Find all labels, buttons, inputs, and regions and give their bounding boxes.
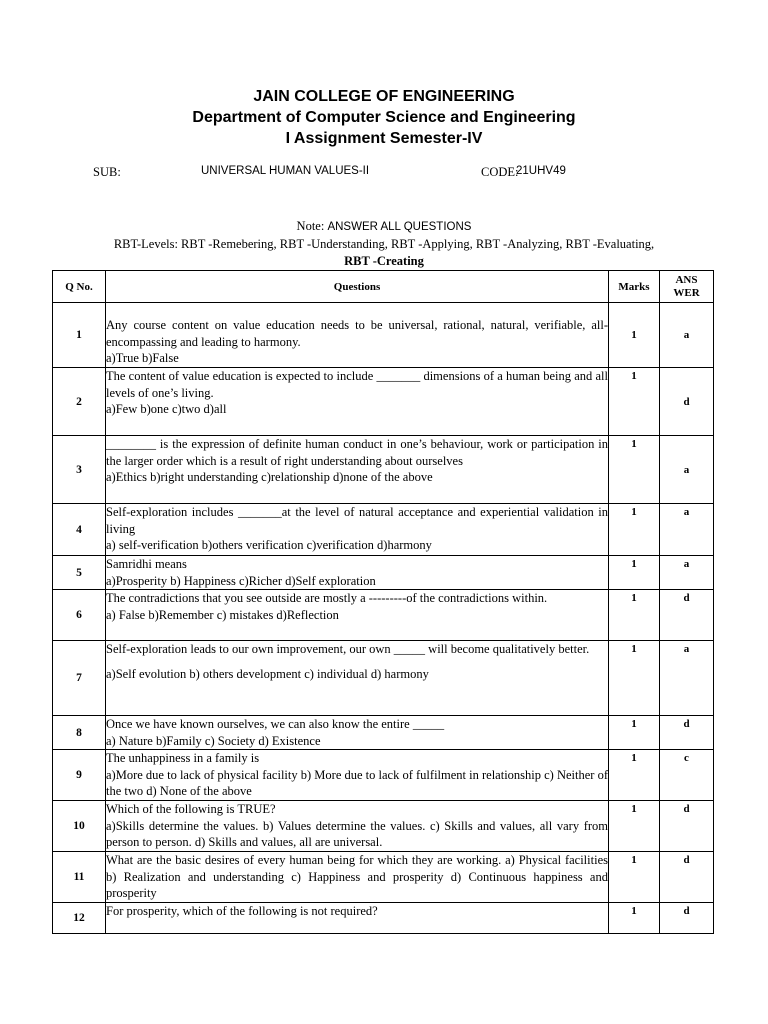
question-number: 7	[53, 641, 106, 716]
sub-label: SUB:	[93, 165, 121, 179]
question-answer: a	[660, 436, 714, 504]
question-marks: 1	[609, 504, 660, 556]
question-number: 2	[53, 368, 106, 436]
question-answer: a	[660, 303, 714, 368]
question-number: 10	[53, 801, 106, 852]
question-text: What are the basic desires of every human being for which they are working. a) Physical facilities b) Realization and understanding c) Happiness and prosperity d) Continuous happiness and prosperity	[106, 852, 609, 903]
question-text: Samridhi means a)Prosperity b) Happiness c)Richer d)Self exploration	[106, 556, 609, 590]
rbt-levels: RBT-Levels: RBT -Remebering, RBT -Understanding, RBT -Applying, RBT -Analyzing, RBT -Evaluating,	[113, 237, 655, 251]
question-marks: 1	[609, 436, 660, 504]
question-marks: 1	[609, 716, 660, 750]
question-marks: 1	[609, 556, 660, 590]
subject-row	[0, 165, 768, 181]
table-row	[53, 903, 714, 934]
question-text: Any course content on value education needs to be universal, rational, natural, verifiable, all- encompassing and leading to harmony. a)True b)False	[106, 303, 609, 368]
question-text: Self-exploration leads to our own improvement, our own _____ will become qualitatively better. a)Self evolution b) others development c) individual d) harmony	[106, 641, 609, 716]
code-value: 21UHV49	[516, 165, 566, 177]
question-answer: d	[660, 368, 714, 436]
department-name: Department of Computer Science and Engineering	[192, 109, 576, 126]
note-line	[0, 218, 768, 235]
question-table	[52, 270, 714, 934]
question-answer: d	[660, 716, 714, 750]
table-row	[53, 716, 714, 750]
question-number: 12	[53, 903, 106, 934]
question-marks: 1	[609, 852, 660, 903]
table-row	[53, 436, 714, 504]
question-marks: 1	[609, 641, 660, 716]
header-answer: ANS WER	[660, 271, 714, 303]
question-answer: d	[660, 903, 714, 934]
table-row	[53, 641, 714, 716]
table-row	[53, 750, 714, 801]
question-marks: 1	[609, 801, 660, 852]
question-number: 6	[53, 590, 106, 641]
sub-value: UNIVERSAL HUMAN VALUES-II	[201, 165, 370, 177]
question-answer: d	[660, 590, 714, 641]
college-name: JAIN COLLEGE OF ENGINEERING	[253, 88, 515, 105]
note-text: ANSWER ALL QUESTIONS	[327, 221, 472, 233]
question-number: 4	[53, 504, 106, 556]
question-answer: d	[660, 852, 714, 903]
question-marks: 1	[609, 903, 660, 934]
header-qno: Q No.	[53, 271, 106, 303]
table-row	[53, 590, 714, 641]
question-number: 3	[53, 436, 106, 504]
question-answer: a	[660, 641, 714, 716]
rbt-creating: RBT -Creating	[344, 254, 424, 268]
question-text: Which of the following is TRUE? a)Skills determine the values. b) Values determine the values. c) Skills and values, all vary from person to person. d) Skills and values, all are universal.	[106, 801, 609, 852]
question-text: Self-exploration includes _______at the level of natural acceptance and experiential validation in living a) self-verification b)others verification c)verification d)harmony	[106, 504, 609, 556]
table-row	[53, 368, 714, 436]
question-number: 8	[53, 716, 106, 750]
question-number: 9	[53, 750, 106, 801]
question-text: Once we have known ourselves, we can also know the entire _____ a) Nature b)Family c) Society d) Existence	[106, 716, 609, 750]
assignment-title: I Assignment Semester-IV	[285, 130, 483, 147]
question-marks: 1	[609, 590, 660, 641]
question-text: For prosperity, which of the following is not required?	[106, 903, 609, 934]
question-answer: d	[660, 801, 714, 852]
table-row	[53, 504, 714, 556]
question-answer: a	[660, 556, 714, 590]
table-row	[53, 852, 714, 903]
question-number: 5	[53, 556, 106, 590]
table-row	[53, 801, 714, 852]
question-text: The contradictions that you see outside are mostly a ---------of the contradictions within. a) False b)Remember c) mistakes d)Reflection	[106, 590, 609, 641]
table-row	[53, 556, 714, 590]
question-answer: c	[660, 750, 714, 801]
question-number: 1	[53, 303, 106, 368]
header-questions: Questions	[106, 271, 609, 303]
question-text: The content of value education is expected to include _______ dimensions of a human being and all levels of one’s living. a)Few b)one c)two d)all	[106, 368, 609, 436]
question-answer: a	[660, 504, 714, 556]
question-marks: 1	[609, 750, 660, 801]
code-label: CODE:	[481, 165, 519, 179]
question-text: ________ is the expression of definite human conduct in one’s behaviour, work or participation in the larger order which is a result of right understanding about ourselves a)Ethics b)right understanding c)relationship d)none of the above	[106, 436, 609, 504]
table-row	[53, 303, 714, 368]
note-label: Note:	[296, 219, 325, 233]
question-marks: 1	[609, 303, 660, 368]
question-text: The unhappiness in a family is a)More due to lack of physical facility b) More due to lack of fulfilment in relationship c) Neither of the two d) None of the above	[106, 750, 609, 801]
question-marks: 1	[609, 368, 660, 436]
table-header-row	[53, 271, 714, 303]
header-marks: Marks	[609, 271, 660, 303]
question-number: 11	[53, 852, 106, 903]
